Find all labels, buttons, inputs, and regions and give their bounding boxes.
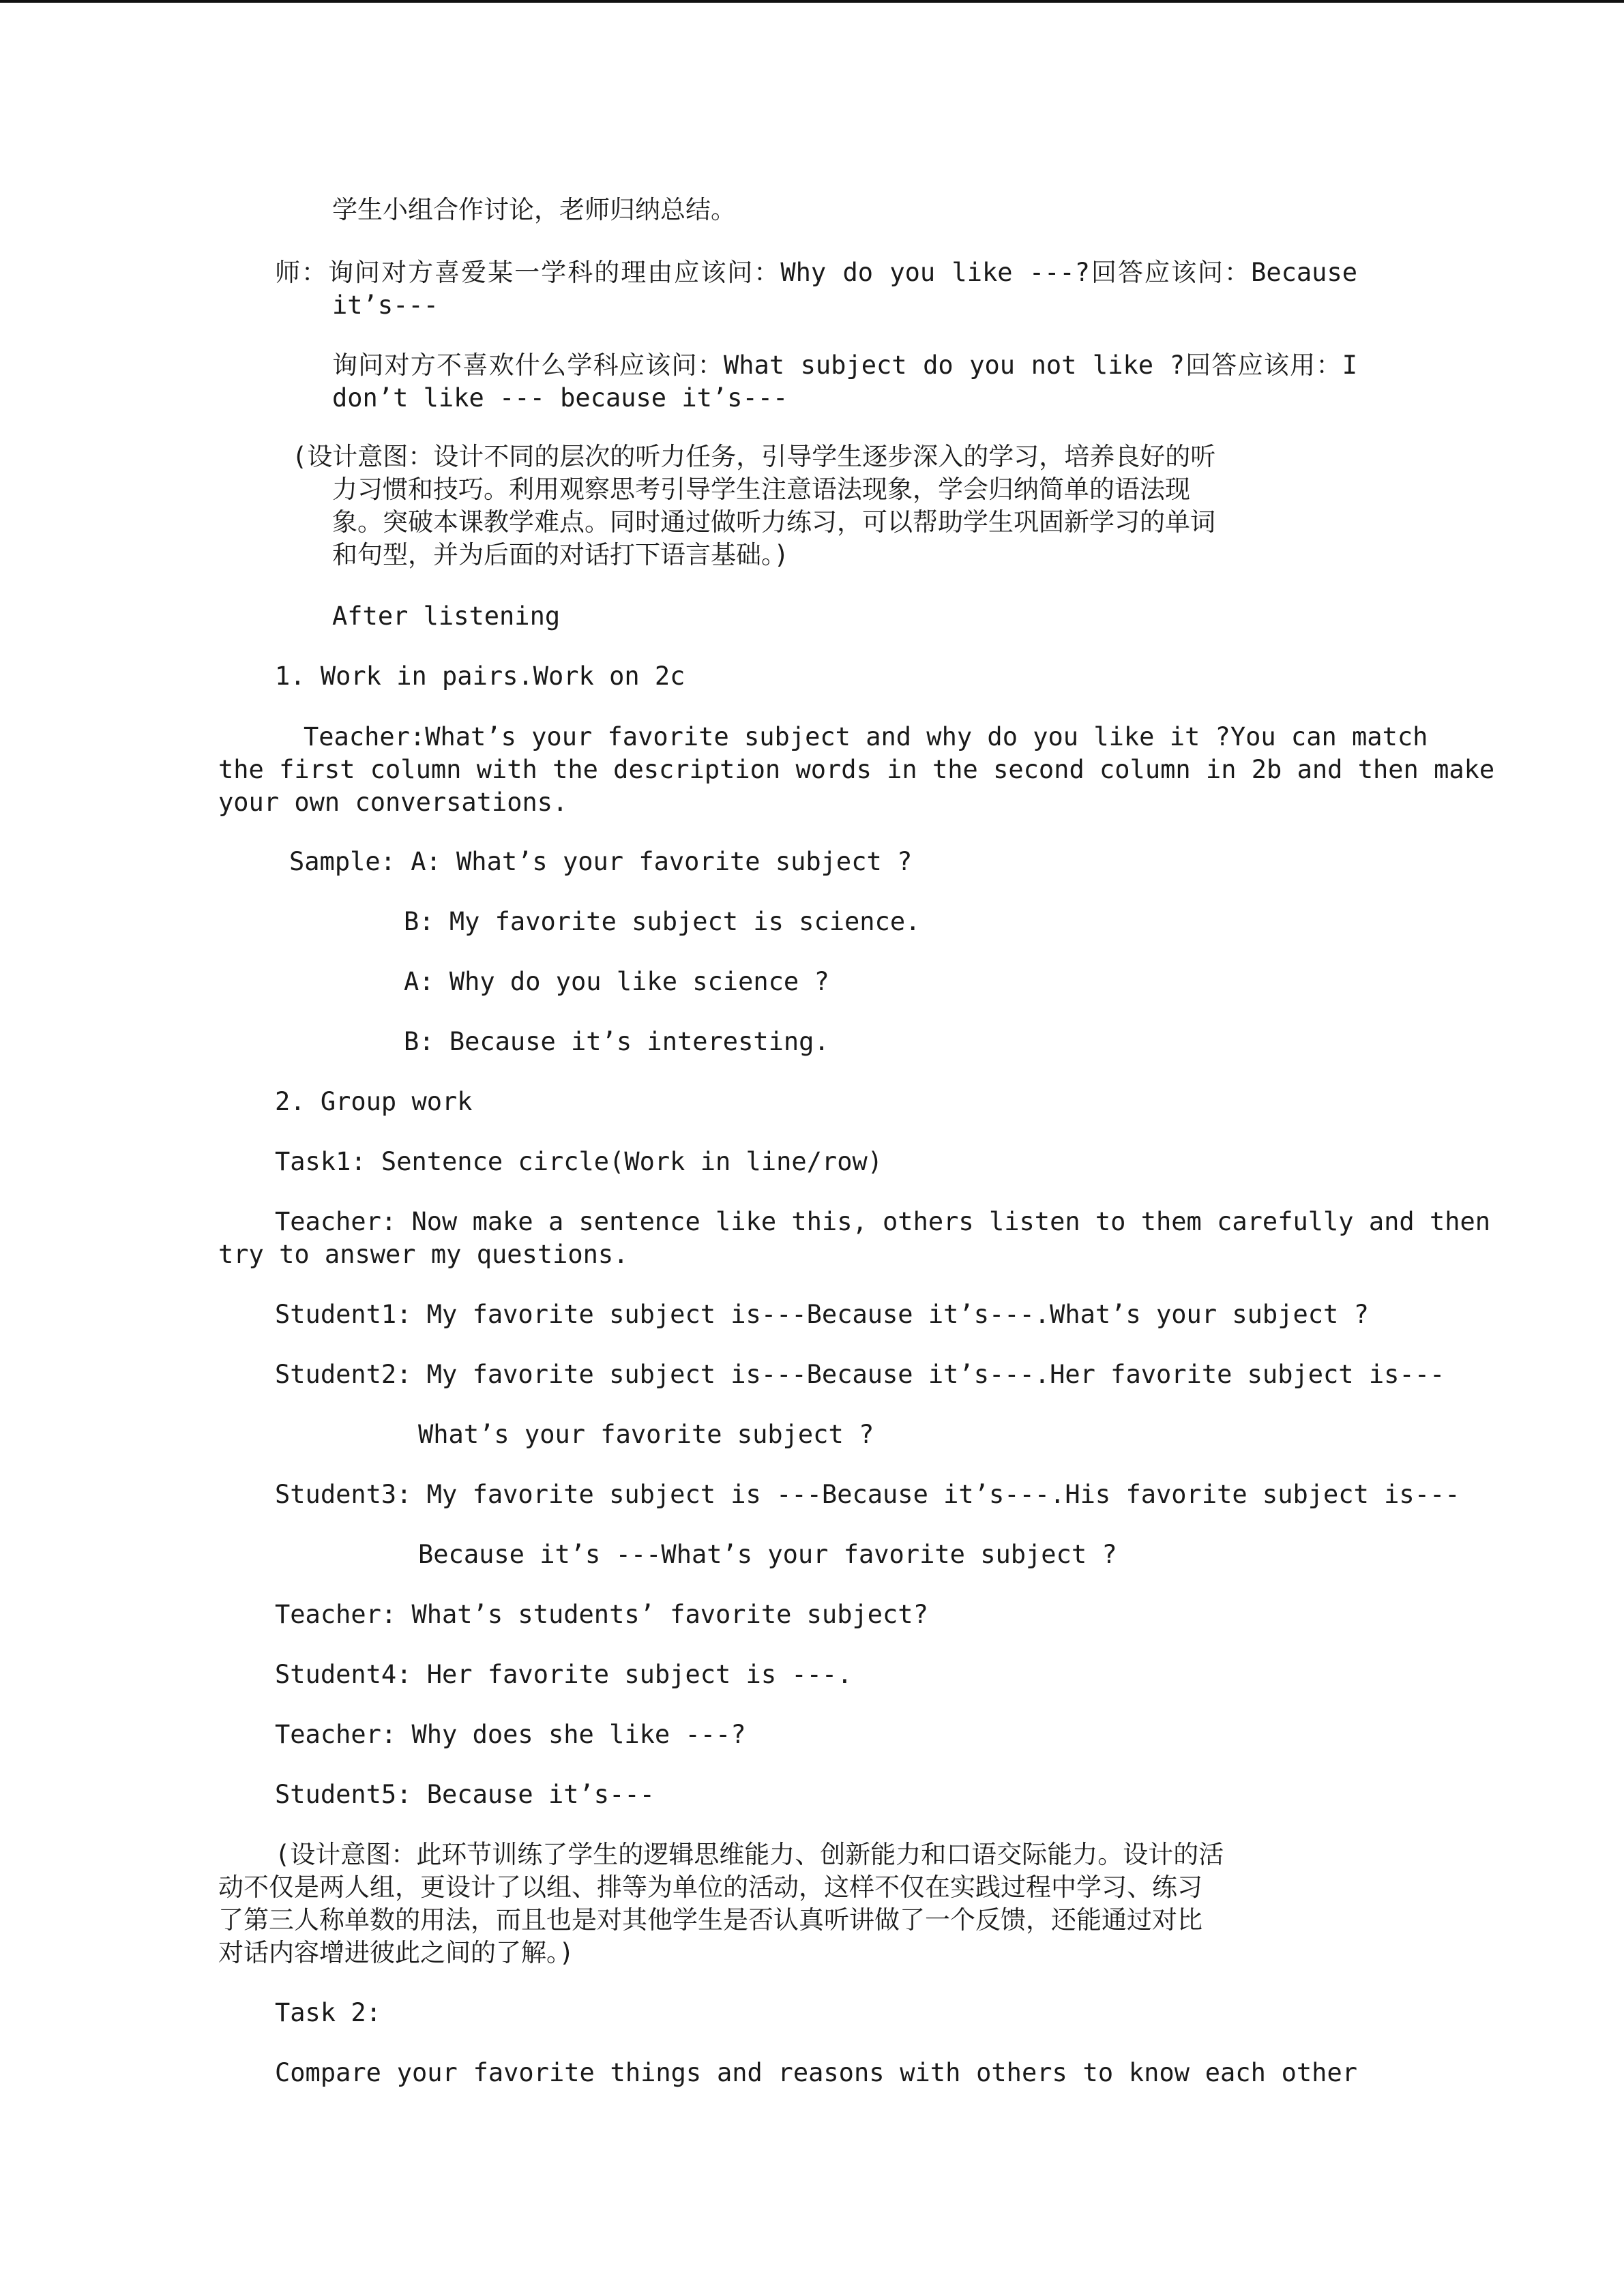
teacher-instruction-line-3: your own conversations. bbox=[218, 788, 568, 817]
design-intent-2-line-2: 动不仅是两人组，更设计了以组、排等为单位的活动，这样不仅在实践过程中学习、练习 bbox=[218, 1873, 1202, 1902]
paragraph-group-discussion: 学生小组合作讨论，老师归纳总结。 bbox=[332, 195, 736, 224]
teacher-task1-line-2: try to answer my questions. bbox=[218, 1240, 629, 1269]
design-intent-1-line-1: (设计意图：设计不同的层次的听力任务，引导学生逐步深入的学习，培养良好的听 bbox=[292, 442, 1216, 471]
sample-dialogue-b2: B: Because it’s interesting. bbox=[404, 1027, 829, 1056]
student5-line: Student5: Because it’s--- bbox=[275, 1780, 655, 1809]
teacher-instruction-line-2: the first column with the description words in the second column in 2b and then make bbox=[218, 755, 1495, 784]
task-1-heading: Task1: Sentence circle(Work in line/row) bbox=[275, 1147, 883, 1176]
teacher-question-line-2: it’s--- bbox=[332, 290, 439, 320]
student2-line-2: What’s your favorite subject ? bbox=[418, 1420, 874, 1449]
student1-line: Student1: My favorite subject is---Because it’s---.What’s your subject ? bbox=[275, 1300, 1369, 1329]
student3-line-1: Student3: My favorite subject is ---Because it’s---.His favorite subject is--- bbox=[275, 1480, 1460, 1509]
teacher-question-students: Teacher: What’s students’ favorite subject? bbox=[275, 1600, 928, 1629]
step-2-group-work: 2. Group work bbox=[275, 1087, 473, 1116]
student4-line: Student4: Her favorite subject is ---. bbox=[275, 1660, 853, 1689]
teacher-task1-line-1: Teacher: Now make a sentence like this, others listen to them carefully and then bbox=[275, 1207, 1491, 1236]
design-intent-1-line-2: 力习惯和技巧。利用观察思考引导学生注意语法现象，学会归纳简单的语法现 bbox=[332, 475, 1190, 504]
student3-line-2: Because it’s ---What’s your favorite subject ? bbox=[418, 1540, 1117, 1569]
teacher-question-line-1: 师：询问对方喜爱某一学科的理由应该问：Why do you like ---?回答应该问：Because bbox=[275, 258, 1357, 287]
dislike-question-line-1: 询问对方不喜欢什么学科应该问：What subject do you not like ?回答应该用：I bbox=[332, 351, 1357, 380]
student2-line-1: Student2: My favorite subject is---Because it’s---.Her favorite subject is--- bbox=[275, 1360, 1445, 1389]
design-intent-2-line-4: 对话内容增进彼此之间的了解。) bbox=[218, 1938, 574, 1967]
teacher-instruction-line-1: Teacher:What’s your favorite subject and why do you like it ?You can match bbox=[304, 722, 1428, 751]
task-2-heading: Task 2: bbox=[275, 1998, 381, 2027]
teacher-why-question: Teacher: Why does she like ---? bbox=[275, 1720, 746, 1749]
design-intent-2-line-3: 了第三人称单数的用法，而且也是对其他学生是否认真听讲做了一个反馈，还能通过对比 bbox=[218, 1905, 1202, 1935]
design-intent-1-line-3: 象。突破本课教学难点。同时通过做听力练习，可以帮助学生巩固新学习的单词 bbox=[332, 507, 1215, 537]
design-intent-1-line-4: 和句型，并为后面的对话打下语言基础。) bbox=[332, 540, 789, 569]
dislike-question-line-2: don’t like --- because it’s--- bbox=[332, 383, 788, 413]
sample-dialogue-b1: B: My favorite subject is science. bbox=[404, 907, 921, 936]
design-intent-2-line-1: (设计意图：此环节训练了学生的逻辑思维能力、创新能力和口语交际能力。设计的活 bbox=[275, 1840, 1224, 1869]
page-top-border bbox=[0, 0, 1624, 3]
heading-after-listening: After listening bbox=[332, 601, 561, 631]
sample-dialogue-a1: Sample: A: What’s your favorite subject ? bbox=[289, 847, 913, 876]
step-1-pairs: 1. Work in pairs.Work on 2c bbox=[275, 661, 685, 691]
sample-dialogue-a2: A: Why do you like science ? bbox=[404, 967, 829, 996]
task-2-instruction: Compare your favorite things and reasons with others to know each other bbox=[275, 2058, 1357, 2087]
